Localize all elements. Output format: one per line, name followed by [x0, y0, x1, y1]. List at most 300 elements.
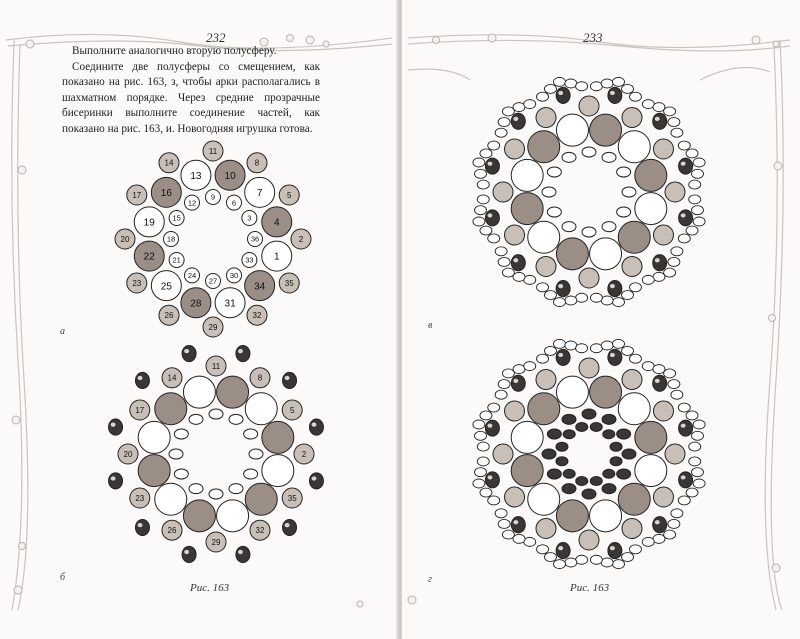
- loop-seed-bead: [664, 268, 676, 277]
- dark-drop-bead-shine: [610, 546, 615, 550]
- figure-v-bead-scheme: [454, 66, 724, 320]
- outer-bead-label: 35: [284, 278, 294, 288]
- loop-seed-bead: [689, 195, 701, 204]
- dark-drop-bead: [679, 158, 693, 174]
- outer-bead-label: 2: [298, 234, 304, 244]
- loop-seed-bead: [629, 354, 641, 363]
- figure-v-label: в: [428, 320, 433, 331]
- loop-seed-bead: [473, 158, 485, 167]
- loop-seed-bead: [686, 411, 698, 420]
- inner-seed-bead: [602, 222, 616, 232]
- dark-drop-bead: [653, 255, 667, 271]
- small-bead-label: 36: [250, 234, 260, 244]
- dark-drop-bead: [511, 113, 525, 129]
- outer-bead-label: 29: [211, 537, 221, 547]
- outer-bead: [653, 225, 673, 245]
- inner-dark-bead: [576, 422, 588, 431]
- figure-g-label: г: [428, 574, 432, 585]
- inner-seed-bead: [602, 152, 616, 162]
- dark-drop-bead-shine: [184, 349, 189, 353]
- loop-seed-bead: [629, 545, 641, 554]
- dark-drop-bead-shine: [558, 353, 563, 357]
- loop-seed-bead: [495, 247, 507, 256]
- large-bead: [635, 455, 667, 487]
- loop-seed-bead: [495, 390, 507, 399]
- dark-drop-bead-shine: [312, 423, 317, 427]
- loop-seed-bead: [642, 275, 654, 284]
- large-bead: [528, 221, 560, 253]
- loop-seed-bead: [524, 537, 536, 546]
- inner-dark-bead: [617, 469, 631, 479]
- dark-drop-bead: [485, 420, 499, 436]
- loop-seed-bead: [590, 82, 602, 91]
- large-bead: [511, 455, 543, 487]
- large-bead: [511, 193, 543, 225]
- large-bead: [183, 500, 215, 532]
- inner-seed-bead: [582, 227, 596, 237]
- dark-drop-bead-shine: [558, 91, 563, 95]
- loop-seed-bead: [565, 341, 577, 350]
- loop-seed-bead: [495, 128, 507, 137]
- outer-bead-label: 17: [132, 190, 142, 200]
- loop-seed-bead: [477, 195, 489, 204]
- outer-bead-label: 8: [257, 373, 263, 383]
- loop-seed-bead: [590, 344, 602, 353]
- inner-dark-bead: [602, 484, 616, 494]
- dark-drop-bead: [135, 372, 149, 388]
- loop-seed-bead: [613, 339, 625, 348]
- dark-drop-bead-shine: [513, 117, 518, 121]
- inner-seed-bead: [209, 489, 223, 499]
- large-bead: [590, 376, 622, 408]
- loop-seed-bead: [544, 291, 556, 300]
- loop-seed-bead: [480, 149, 492, 158]
- dark-drop-bead: [679, 210, 693, 226]
- dark-drop-bead-shine: [655, 117, 660, 121]
- inner-seed-bead: [244, 429, 258, 439]
- inner-seed-bead: [622, 187, 636, 197]
- loop-seed-bead: [544, 84, 556, 93]
- loop-seed-bead: [502, 369, 514, 378]
- dark-drop-bead-shine: [111, 476, 116, 480]
- loop-seed-bead: [473, 479, 485, 488]
- small-bead-label: 9: [210, 192, 216, 202]
- large-bead-label: 4: [273, 217, 280, 229]
- outer-bead: [579, 96, 599, 116]
- outer-bead: [665, 444, 685, 464]
- dark-drop-bead-shine: [138, 523, 143, 527]
- inner-seed-bead: [244, 469, 258, 479]
- loop-seed-bead: [513, 103, 525, 112]
- dark-drop-bead-shine: [558, 546, 563, 550]
- inner-dark-bead: [582, 489, 596, 499]
- paragraph-2: Соедините две полусферы со смещением, как показано на рис. 163, з, чтобы арки располагались в шахматном порядке. Через средние прозрачные бисеринки выполните соединение частей, как показано на рис. 163, и. Новогодняя игрушка готова.: [62, 60, 320, 135]
- large-bead-label: 1: [273, 251, 280, 263]
- dark-drop-bead: [608, 543, 622, 559]
- dark-drop-bead-shine: [285, 376, 290, 380]
- inner-seed-bead: [249, 449, 263, 459]
- loop-seed-bead: [664, 107, 676, 116]
- inner-seed-bead: [174, 469, 188, 479]
- loop-seed-bead: [513, 365, 525, 374]
- loop-seed-bead: [488, 234, 500, 243]
- outer-bead-label: 2: [301, 449, 307, 459]
- outer-bead-label: 32: [252, 311, 262, 321]
- loop-seed-bead: [629, 92, 641, 101]
- large-bead: [245, 483, 277, 515]
- loop-seed-bead: [524, 362, 536, 371]
- dark-drop-bead-shine: [655, 258, 660, 262]
- figure-g-bead-scheme: [454, 330, 724, 580]
- loop-seed-bead: [502, 107, 514, 116]
- loop-seed-bead: [565, 558, 577, 567]
- loop-seed-bead: [544, 346, 556, 355]
- inner-dark-bead: [562, 484, 576, 494]
- large-bead: [635, 421, 667, 453]
- loop-seed-bead: [664, 369, 676, 378]
- outer-bead-label: 14: [164, 158, 174, 168]
- loop-seed-bead: [693, 479, 705, 488]
- loop-seed-bead: [622, 291, 634, 300]
- dark-drop-bead-shine: [184, 550, 189, 554]
- dark-drop-bead: [679, 420, 693, 436]
- loop-seed-bead: [513, 272, 525, 281]
- inner-dark-bead: [617, 429, 631, 439]
- outer-bead: [665, 182, 685, 202]
- outer-bead: [536, 518, 556, 538]
- large-bead: [262, 455, 294, 487]
- loop-seed-bead: [475, 431, 487, 440]
- loop-seed-bead: [613, 298, 625, 307]
- dark-drop-bead-shine: [655, 520, 660, 524]
- dark-drop-bead: [485, 472, 499, 488]
- paragraph-1: Выполните аналогично вторую полусферу.: [72, 45, 277, 57]
- loop-seed-bead: [513, 534, 525, 543]
- figure-b-bead-scheme: [96, 342, 336, 564]
- loop-seed-bead: [642, 537, 654, 546]
- loop-seed-bead: [576, 293, 588, 302]
- inner-seed-bead: [174, 429, 188, 439]
- loop-seed-bead: [678, 141, 690, 150]
- inner-seed-bead: [562, 222, 576, 232]
- large-bead-label: 28: [190, 298, 202, 310]
- loop-seed-bead: [691, 206, 703, 215]
- inner-dark-bead: [563, 430, 575, 439]
- dark-drop-bead: [283, 372, 297, 388]
- large-bead: [590, 500, 622, 532]
- loop-seed-bead: [671, 128, 683, 137]
- outer-bead: [653, 139, 673, 159]
- small-bead-label: 3: [247, 213, 252, 223]
- loop-seed-bead: [576, 82, 588, 91]
- outer-bead: [579, 358, 599, 378]
- loop-seed-bead: [689, 442, 701, 451]
- loop-seed-bead: [622, 346, 634, 355]
- loop-seed-bead: [693, 420, 705, 429]
- dark-drop-bead-shine: [488, 424, 493, 428]
- dark-drop-bead: [556, 349, 570, 365]
- dark-drop-bead: [236, 546, 250, 562]
- inner-dark-bead: [610, 457, 622, 466]
- loop-seed-bead: [691, 468, 703, 477]
- dark-drop-bead: [309, 419, 323, 435]
- dark-drop-bead: [283, 519, 297, 535]
- outer-bead: [653, 487, 673, 507]
- large-bead: [590, 238, 622, 270]
- loop-seed-bead: [601, 341, 613, 350]
- outer-bead-label: 11: [208, 146, 218, 156]
- dark-drop-bead-shine: [681, 424, 686, 428]
- large-bead-label: 16: [160, 187, 172, 199]
- inner-seed-bead: [189, 484, 203, 494]
- outer-bead: [493, 444, 513, 464]
- large-bead: [556, 114, 588, 146]
- large-bead-label: 13: [190, 170, 202, 182]
- dark-drop-bead-shine: [488, 162, 493, 166]
- loop-seed-bead: [691, 431, 703, 440]
- loop-seed-bead: [671, 390, 683, 399]
- dark-drop-bead: [182, 345, 196, 361]
- dark-drop-bead: [511, 255, 525, 271]
- dark-drop-bead-shine: [681, 213, 686, 217]
- dark-drop-bead-shine: [681, 162, 686, 166]
- dark-drop-bead: [485, 210, 499, 226]
- loop-seed-bead: [622, 553, 634, 562]
- outer-bead: [505, 487, 525, 507]
- large-bead: [556, 376, 588, 408]
- inner-dark-bead: [563, 469, 575, 478]
- large-bead: [618, 131, 650, 163]
- outer-bead-label: 26: [164, 311, 174, 321]
- page-number-right: 233: [583, 30, 603, 45]
- inner-dark-bead: [603, 430, 615, 439]
- dark-drop-bead-shine: [138, 376, 143, 380]
- large-bead-label: 31: [224, 298, 236, 310]
- dark-drop-bead: [653, 375, 667, 391]
- large-bead: [155, 483, 187, 515]
- loop-seed-bead: [537, 283, 549, 292]
- loop-seed-bead: [671, 509, 683, 518]
- outer-bead-label: 20: [123, 449, 133, 459]
- figure-a-bead-scheme: [98, 140, 328, 340]
- loop-seed-bead: [498, 257, 510, 266]
- dark-drop-bead-shine: [610, 353, 615, 357]
- instruction-text: [62, 44, 320, 138]
- loop-seed-bead: [480, 411, 492, 420]
- inner-dark-bead: [562, 414, 576, 424]
- loop-seed-bead: [668, 519, 680, 528]
- dark-drop-bead-shine: [655, 379, 660, 383]
- loop-seed-bead: [502, 268, 514, 277]
- loop-seed-bead: [613, 560, 625, 569]
- loop-seed-bead: [475, 206, 487, 215]
- dark-drop-bead: [511, 517, 525, 533]
- loop-seed-bead: [488, 496, 500, 505]
- loop-seed-bead: [642, 362, 654, 371]
- outer-bead: [536, 108, 556, 128]
- large-bead: [183, 376, 215, 408]
- large-bead: [528, 483, 560, 515]
- loop-seed-bead: [473, 217, 485, 226]
- dark-drop-bead: [236, 345, 250, 361]
- inner-dark-bead: [556, 442, 568, 451]
- outer-bead-label: 8: [254, 158, 260, 168]
- large-bead: [556, 500, 588, 532]
- small-bead-label: 24: [187, 271, 197, 281]
- dark-drop-bead-shine: [513, 258, 518, 262]
- figure-caption-right: Рис. 163: [570, 582, 610, 594]
- outer-bead-label: 20: [120, 234, 130, 244]
- outer-bead-label: 35: [287, 493, 297, 503]
- large-bead: [262, 421, 294, 453]
- small-bead-label: 21: [172, 255, 181, 265]
- outer-bead-label: 11: [211, 361, 221, 371]
- inner-seed-bead: [169, 449, 183, 459]
- outer-bead-label: 5: [286, 190, 292, 200]
- inner-dark-bead: [590, 477, 602, 486]
- loop-seed-bead: [498, 380, 510, 389]
- large-bead: [590, 114, 622, 146]
- loop-seed-bead: [653, 103, 665, 112]
- loop-seed-bead: [671, 247, 683, 256]
- dark-drop-bead-shine: [558, 284, 563, 288]
- loop-seed-bead: [576, 555, 588, 564]
- inner-dark-bead: [576, 477, 588, 486]
- loop-seed-bead: [544, 553, 556, 562]
- loop-seed-bead: [601, 558, 613, 567]
- large-bead-label: 34: [254, 281, 266, 293]
- dark-drop-bead-shine: [488, 475, 493, 479]
- inner-seed-bead: [547, 167, 561, 177]
- large-bead: [155, 393, 187, 425]
- inner-dark-bead: [556, 457, 568, 466]
- large-bead: [618, 221, 650, 253]
- dark-drop-bead-shine: [681, 475, 686, 479]
- small-bead-label: 15: [172, 213, 181, 223]
- dark-drop-bead-shine: [610, 284, 615, 288]
- loop-seed-bead: [642, 100, 654, 109]
- loop-seed-bead: [477, 457, 489, 466]
- large-bead-label: 25: [160, 281, 172, 293]
- inner-seed-bead: [617, 207, 631, 217]
- dark-drop-bead: [653, 517, 667, 533]
- outer-bead: [505, 139, 525, 159]
- outer-bead: [622, 256, 642, 276]
- loop-seed-bead: [686, 488, 698, 497]
- inner-seed-bead: [562, 152, 576, 162]
- small-bead-label: 33: [245, 255, 254, 265]
- dark-drop-bead-shine: [312, 476, 317, 480]
- outer-bead-label: 32: [255, 526, 265, 536]
- loop-seed-bead: [686, 226, 698, 235]
- dark-drop-bead: [608, 281, 622, 297]
- loop-seed-bead: [613, 77, 625, 86]
- loop-seed-bead: [590, 293, 602, 302]
- loop-seed-bead: [601, 296, 613, 305]
- large-bead: [528, 131, 560, 163]
- loop-seed-bead: [565, 296, 577, 305]
- large-bead-label: 19: [143, 217, 155, 229]
- figure-a-label: а: [60, 326, 65, 337]
- loop-seed-bead: [473, 420, 485, 429]
- dark-drop-bead: [556, 281, 570, 297]
- inner-seed-bead: [542, 187, 556, 197]
- loop-seed-bead: [498, 519, 510, 528]
- large-bead: [511, 159, 543, 191]
- dark-drop-bead: [556, 87, 570, 103]
- outer-bead: [505, 225, 525, 245]
- loop-seed-bead: [576, 344, 588, 353]
- loop-seed-bead: [691, 169, 703, 178]
- dark-drop-bead: [556, 543, 570, 559]
- loop-seed-bead: [477, 442, 489, 451]
- large-bead: [635, 193, 667, 225]
- large-bead: [635, 159, 667, 191]
- figure-caption-left: Рис. 163: [190, 582, 230, 594]
- loop-seed-bead: [678, 234, 690, 243]
- inner-dark-bead: [602, 414, 616, 424]
- dark-drop-bead-shine: [238, 349, 243, 353]
- large-bead: [217, 376, 249, 408]
- inner-seed-bead: [617, 167, 631, 177]
- outer-bead-label: 14: [167, 373, 177, 383]
- outer-bead: [536, 256, 556, 276]
- dark-drop-bead: [608, 87, 622, 103]
- loop-seed-bead: [475, 468, 487, 477]
- inner-dark-bead: [547, 429, 561, 439]
- inner-dark-bead: [610, 442, 622, 451]
- loop-seed-bead: [498, 118, 510, 127]
- loop-seed-bead: [653, 365, 665, 374]
- inner-dark-bead: [622, 449, 636, 459]
- large-bead: [556, 238, 588, 270]
- dark-drop-bead: [109, 419, 123, 435]
- dark-drop-bead: [309, 473, 323, 489]
- outer-bead: [622, 370, 642, 390]
- loop-seed-bead: [693, 158, 705, 167]
- loop-seed-bead: [668, 380, 680, 389]
- loop-seed-bead: [668, 257, 680, 266]
- loop-seed-bead: [622, 84, 634, 93]
- outer-bead: [579, 268, 599, 288]
- loop-seed-bead: [689, 180, 701, 189]
- loop-seed-bead: [601, 79, 613, 88]
- inner-dark-bead: [547, 469, 561, 479]
- loop-seed-bead: [653, 272, 665, 281]
- dark-drop-bead-shine: [285, 523, 290, 527]
- loop-seed-bead: [653, 534, 665, 543]
- outer-bead: [622, 108, 642, 128]
- outer-bead: [505, 401, 525, 421]
- loop-seed-bead: [488, 141, 500, 150]
- loop-seed-bead: [502, 530, 514, 539]
- inner-dark-bead: [590, 422, 602, 431]
- small-bead-label: 18: [166, 234, 176, 244]
- page-number-left: 232: [206, 30, 226, 45]
- dark-drop-bead-shine: [111, 423, 116, 427]
- outer-bead-label: 5: [289, 405, 295, 415]
- dark-drop-bead: [679, 472, 693, 488]
- small-bead-label: 6: [231, 198, 237, 208]
- loop-seed-bead: [495, 509, 507, 518]
- loop-seed-bead: [689, 457, 701, 466]
- loop-seed-bead: [678, 496, 690, 505]
- loop-seed-bead: [590, 555, 602, 564]
- loop-seed-bead: [664, 530, 676, 539]
- loop-seed-bead: [693, 217, 705, 226]
- large-bead: [217, 500, 249, 532]
- outer-bead-label: 17: [135, 405, 145, 415]
